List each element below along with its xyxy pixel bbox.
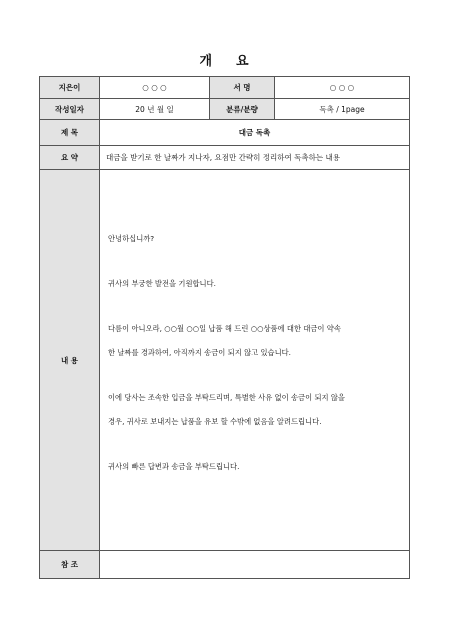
- title-right: 요: [236, 54, 251, 69]
- subject-value: 대금 독촉: [100, 120, 410, 146]
- overview-form: [39, 76, 410, 579]
- content-label: 내 용: [40, 170, 100, 551]
- reference-label: 참 조: [40, 551, 100, 579]
- summary-label: 요 약: [40, 146, 100, 170]
- date-value: 20 년 월 일: [100, 99, 210, 120]
- summary-value: 대금을 받기로 한 날짜가 지나자, 요점만 간략히 정리하여 독촉하는 내용: [100, 146, 410, 170]
- content-body: [106, 170, 403, 473]
- author-label: 지은이: [40, 77, 100, 99]
- content-request-line2: 경우, 귀사로 보내지는 납품을 유보 할 수밖에 없음을 알려드립니다.: [108, 417, 322, 426]
- content-row: [40, 170, 410, 551]
- content-closing: 귀사의 빠른 답변과 송금을 부탁드립니다.: [108, 462, 240, 471]
- content-greeting: 안녕하십니까?: [108, 234, 155, 243]
- content-notice-line2: 한 날짜를 경과하여, 아직까지 송금이 되지 않고 있습니다.: [108, 348, 291, 357]
- document-title: [0, 50, 450, 69]
- reference-value: [100, 551, 410, 579]
- sign-value: ○ ○ ○: [275, 77, 410, 99]
- sign-label: 서 명: [210, 77, 275, 99]
- content-wish: 귀사의 부궁한 발전을 기원합니다.: [108, 279, 216, 288]
- summary-row: [40, 146, 410, 170]
- content-request-line1: 이에 당사는 조속한 입금을 부탁드리며, 특별한 사유 없이 송금이 되지 않을: [108, 393, 345, 402]
- category-value: 독촉 / 1page: [275, 99, 410, 120]
- content-notice-line1: 다름이 아니오라, ○○월 ○○일 납품 해 드린 ○○상품에 대한 대금이 약속: [108, 324, 341, 333]
- title-left: 개: [199, 54, 214, 69]
- content-cell: [100, 170, 410, 551]
- author-row: [40, 77, 410, 99]
- reference-row: [40, 551, 410, 579]
- subject-label: 제 목: [40, 120, 100, 146]
- author-value: ○ ○ ○: [100, 77, 210, 99]
- date-label: 작성일자: [40, 99, 100, 120]
- date-row: [40, 99, 410, 120]
- subject-row: [40, 120, 410, 146]
- category-label: 분류/분량: [210, 99, 275, 120]
